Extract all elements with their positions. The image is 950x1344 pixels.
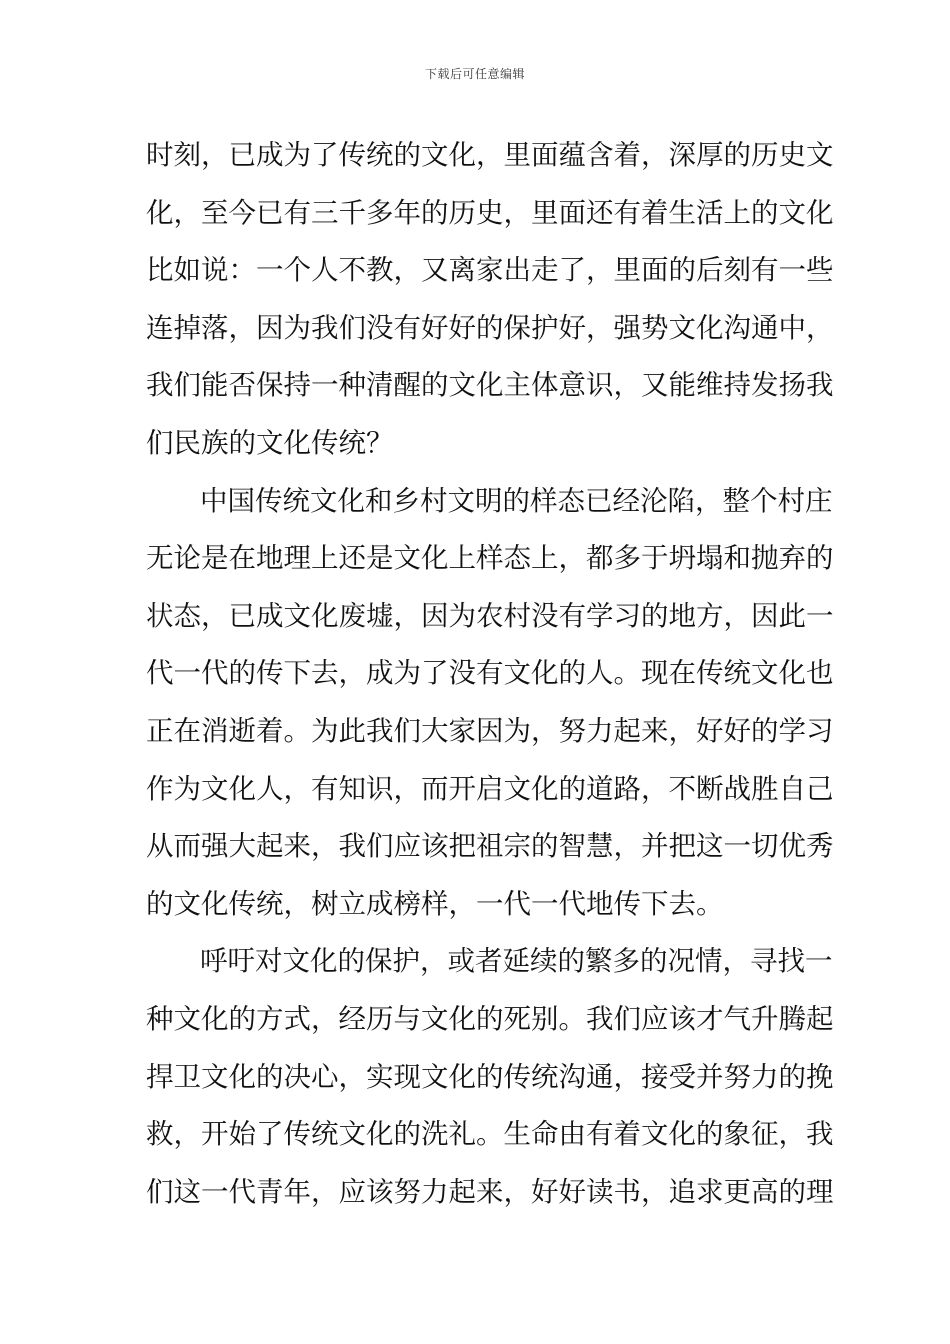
text-line: 呼吁对文化的保护，或者延续的繁多的况情，寻找一 xyxy=(200,945,833,978)
text-line: 时刻，已成为了传统的文化，里面蕴含着，深厚的历史文 xyxy=(146,139,834,171)
text-line: 正在消逝着。为此我们大家因为，努力起来，好好的学习 xyxy=(146,714,834,747)
text-line: 比如说：一个人不教，又离家出走了，里面的后刻有一些 xyxy=(146,254,834,287)
text-line: 们这一代青年，应该努力起来，好好读书，追求更高的理 xyxy=(146,1175,834,1208)
text-line: 的文化传统，树立成榜样，一代一代地传下去。 xyxy=(146,887,724,920)
paragraph-1 xyxy=(146,132,834,478)
text-line: 从而强大起来，我们应该把祖宗的智慧，并把这一切优秀 xyxy=(146,830,834,863)
text-line: 化，至今已有三千多年的历史，里面还有着生活上的文化 xyxy=(146,196,834,229)
text-line: 中国传统文化和乡村文明的样态已经沦陷，整个村庄 xyxy=(200,484,833,517)
text-line: 我们能否保持一种清醒的文化主体意识，又能维持发扬我 xyxy=(146,369,834,402)
paragraph-2 xyxy=(146,478,834,939)
text-line: 们民族的文化传统？ xyxy=(146,426,394,459)
text-line: 状态，已成文化废墟，因为农村没有学习的地方，因此一 xyxy=(146,599,834,632)
text-line: 作为文化人，有知识，而开启文化的道路，不断战胜自己 xyxy=(146,772,834,805)
text-line: 代一代的传下去，成为了没有文化的人。现在传统文化也 xyxy=(146,657,834,690)
page-header: 下载后可任意编辑 xyxy=(424,67,525,81)
text-line: 无论是在地理上还是文化上样态上，都多于坍塌和抛弃的 xyxy=(146,542,834,575)
text-line: 捍卫文化的决心，实现文化的传统沟通，接受并努力的挽 xyxy=(146,1060,834,1093)
text-line: 连掉落，因为我们没有好好的保护好，强势文化沟通中， xyxy=(146,311,834,344)
document-body xyxy=(146,132,834,1226)
text-line: 救，开始了传统文化的洗礼。生命由有着文化的象征，我 xyxy=(146,1118,834,1151)
paragraph-3 xyxy=(146,938,834,1226)
text-line: 种文化的方式，经历与文化的死别。我们应该才气升腾起 xyxy=(146,1002,834,1035)
